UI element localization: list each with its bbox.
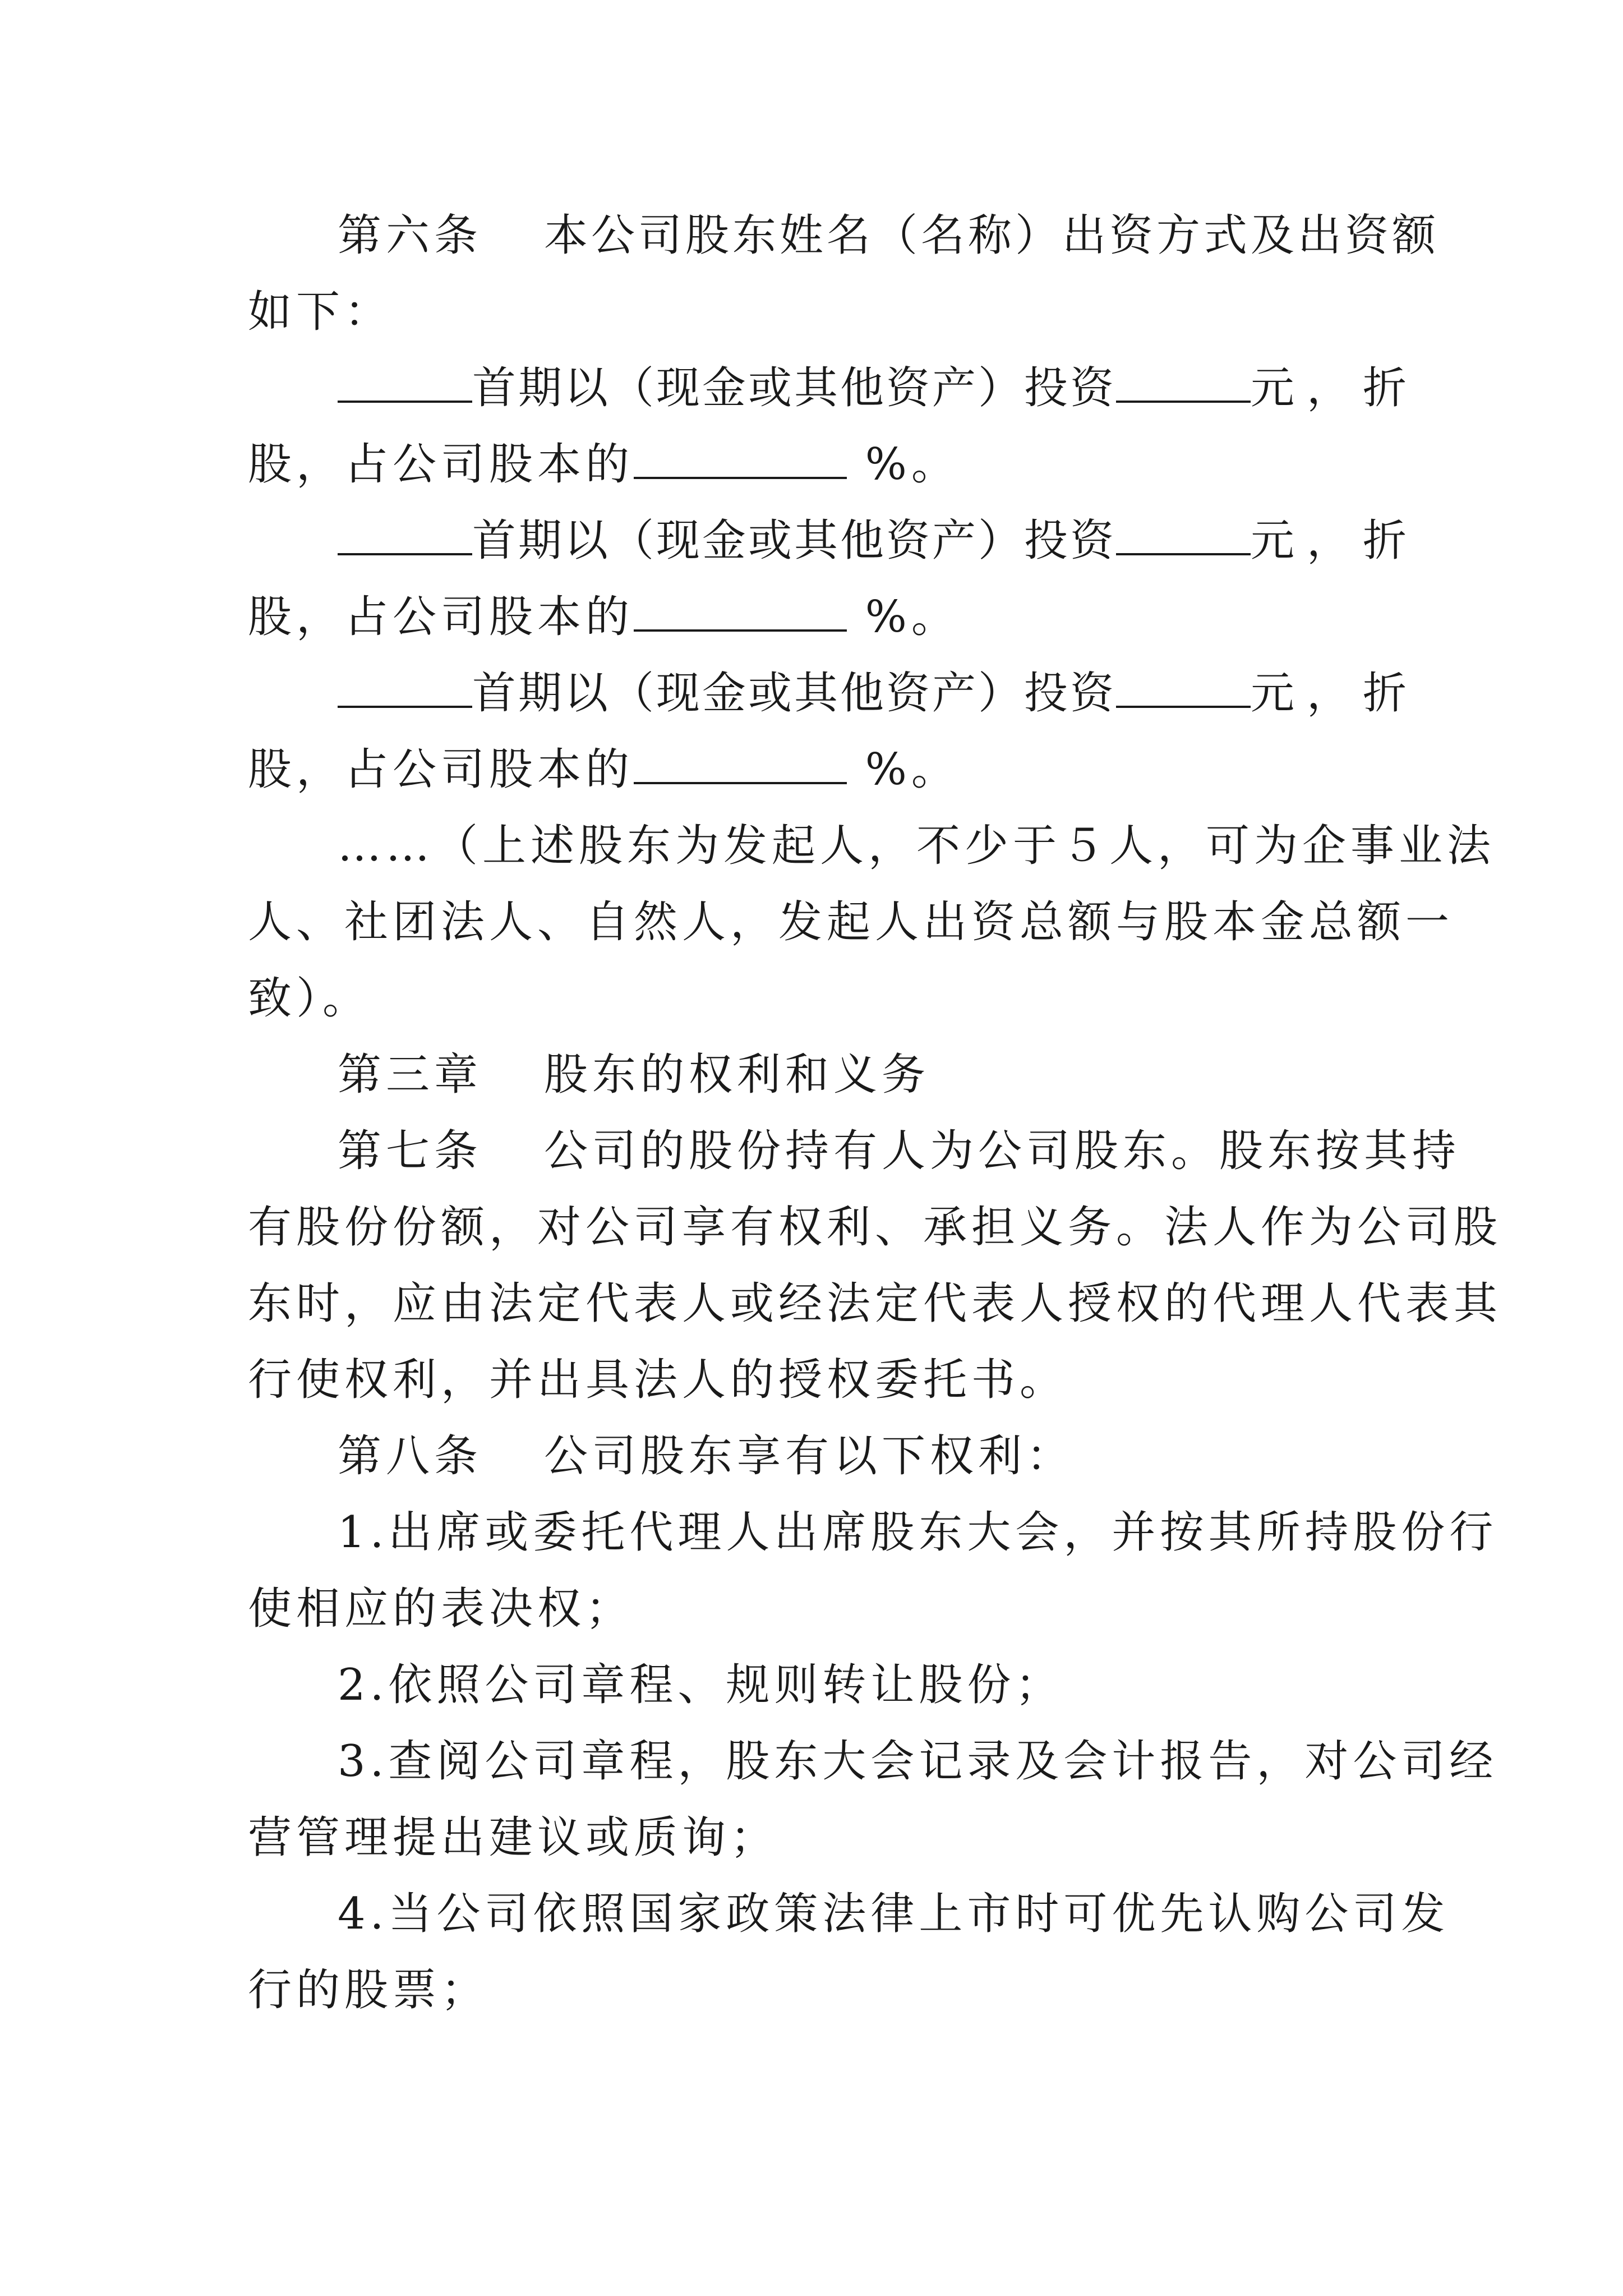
founders-note: ……（上述股东为发起人，不少于５人，可为企事业法 人、社团法人、自然人，发起人出资总额与股本金总额一 致）。 [248, 821, 1496, 1024]
percentage-blank [634, 438, 847, 479]
article-6 [248, 197, 1440, 350]
chapter-3-heading [248, 1037, 1380, 1113]
article-8-heading: 第八条 [338, 1431, 483, 1481]
list-item: 2.依照公司章程、规则转让股份； [338, 1660, 1064, 1710]
chapter-number: 第三章 [338, 1050, 483, 1100]
shareholder-name-blank [338, 514, 472, 555]
document-body [248, 197, 1502, 2028]
percentage-blank [634, 590, 847, 632]
amount-blank [1116, 514, 1251, 555]
contribution-entry: 首期以（现金或其他资产）投资 元，折 股，占公司股本的 %。 [248, 503, 1380, 655]
percentage-blank [634, 743, 847, 784]
contribution-entry: 首期以（现金或其他资产）投资 元，折 股，占公司股本的 %。 [248, 350, 1380, 503]
shareholder-name-blank [338, 361, 472, 403]
shareholder-name-blank [338, 666, 472, 708]
list-item: 3.查阅公司章程，股东大会记录及会计报告，对公司经 营管理提出建议或质询； [248, 1736, 1498, 1863]
list-item: 4.当公司依照国家政策法律上市时可优先认购公司发 行的股票； [248, 1889, 1450, 2016]
article-8: 第八条 公司股东享有以下权利： [338, 1431, 1075, 1481]
chapter-title: 股东的权利和义务 [544, 1050, 930, 1100]
article-6-heading: 第六条 [338, 210, 483, 261]
contribution-entry: 首期以（现金或其他资产）投资 元，折 股，占公司股本的 %。 [248, 655, 1380, 808]
amount-blank [1116, 361, 1251, 403]
article-6-text: 本公司股东姓名（名称）出资方式及出资额 [544, 210, 1440, 261]
amount-blank [1116, 666, 1251, 708]
rights-list [248, 1494, 1498, 2028]
article-7-heading: 第七条 [338, 1126, 483, 1176]
article-6-text-continued: 如下： [248, 287, 393, 337]
list-item: 1.出席或委托代理人出席股东大会，并按其所持股份行 使相应的表决权； [248, 1507, 1498, 1634]
article-7: 第七条 公司的股份持有人为公司股东。股东按其持 有股份份额，对公司享有权利、承担义务。法人作为公司股 东时，应由法定代表人或经法定代表人授权的代理人代表其 行使权利，并出具法人的授权委托书。 [248, 1126, 1502, 1405]
